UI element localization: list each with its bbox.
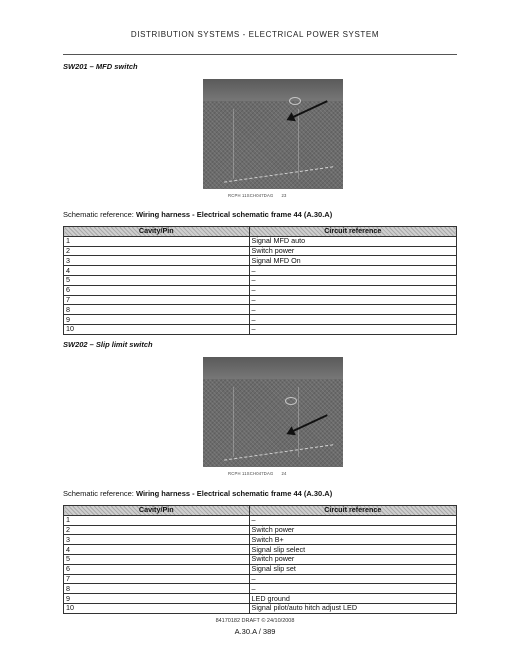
circuit-cell: Switch B+ <box>249 535 456 545</box>
cavity-cell: 3 <box>64 535 250 545</box>
table-header-row <box>64 227 457 237</box>
table-row <box>64 584 457 594</box>
photo-spot <box>285 397 297 405</box>
cavity-cell: 6 <box>64 285 250 295</box>
photo-scratch <box>223 157 333 182</box>
photo-caption-sw201 <box>228 193 287 198</box>
cavity-cell: 4 <box>64 545 250 555</box>
circuit-cell: Switch power <box>249 525 456 535</box>
table-row <box>64 603 457 613</box>
circuit-cell: – <box>249 275 456 285</box>
cavity-cell: 7 <box>64 295 250 305</box>
table-row <box>64 266 457 276</box>
cavity-cell: 10 <box>64 324 250 334</box>
circuit-cell: Signal MFD On <box>249 256 456 266</box>
table-row <box>64 545 457 555</box>
footer-draft: 84170182 DRAFT © 24/10/2008 <box>215 618 295 624</box>
circuit-cell: – <box>249 266 456 276</box>
cavity-cell: 9 <box>64 594 250 604</box>
photo-line <box>233 387 234 457</box>
cavity-cell: 3 <box>64 256 250 266</box>
pin-table-sw202 <box>63 505 457 614</box>
photo-line <box>233 109 234 179</box>
column-header-circuit: Circuit reference <box>249 506 456 516</box>
table-row <box>64 574 457 584</box>
photo-sw201 <box>203 79 343 189</box>
table-row <box>64 515 457 525</box>
schematic-reference-sw202 <box>63 489 332 498</box>
cavity-cell: 5 <box>64 275 250 285</box>
circuit-cell: – <box>249 285 456 295</box>
column-header-circuit: Circuit reference <box>249 227 456 237</box>
table-row <box>64 295 457 305</box>
cavity-cell: 8 <box>64 584 250 594</box>
table-row <box>64 594 457 604</box>
schematic-prefix: Schematic reference: <box>63 210 136 219</box>
photo-sw202 <box>203 357 343 467</box>
cavity-cell: 10 <box>64 603 250 613</box>
circuit-cell: Signal slip set <box>249 564 456 574</box>
footer-page-number: A.30.A / 389 <box>234 627 276 636</box>
column-header-cavity: Cavity/Pin <box>64 227 250 237</box>
photo-caption-sw202 <box>228 471 287 476</box>
table-row <box>64 285 457 295</box>
table-row <box>64 324 457 334</box>
circuit-cell: LED ground <box>249 594 456 604</box>
header-title: DISTRIBUTION SYSTEMS - ELECTRICAL POWER SYSTEM <box>130 30 380 39</box>
table-row <box>64 246 457 256</box>
table-row <box>64 256 457 266</box>
pointer-arrow-icon <box>291 414 328 433</box>
schematic-link[interactable]: Wiring harness - Electrical schematic frame 44 (A.30.A) <box>135 210 333 219</box>
table-row <box>64 564 457 574</box>
section-title-sw202: SW202 – Slip limit switch <box>63 340 153 349</box>
pin-table-sw201 <box>63 226 457 335</box>
cavity-cell: 6 <box>64 564 250 574</box>
photo-code: RCPH 11SCH047DAG <box>228 193 274 198</box>
table-row <box>64 236 457 246</box>
figure-number: 23 <box>281 193 287 198</box>
column-header-cavity: Cavity/Pin <box>64 506 250 516</box>
cavity-cell: 4 <box>64 266 250 276</box>
circuit-cell: – <box>249 305 456 315</box>
table-row <box>64 525 457 535</box>
section-title-sw201: SW201 – MFD switch <box>63 62 138 71</box>
table-row <box>64 315 457 325</box>
cavity-cell: 2 <box>64 246 250 256</box>
table-header-row <box>64 506 457 516</box>
photo-band <box>203 357 343 379</box>
schematic-reference-sw201 <box>63 210 332 219</box>
circuit-cell: Signal MFD auto <box>249 236 456 246</box>
schematic-prefix: Schematic reference: <box>63 489 136 498</box>
schematic-link[interactable]: Wiring harness - Electrical schematic frame 44 (A.30.A) <box>135 489 333 498</box>
photo-band <box>203 79 343 101</box>
circuit-cell: – <box>249 315 456 325</box>
circuit-cell: Signal pilot/auto hitch adjust LED <box>249 603 456 613</box>
circuit-cell: Switch power <box>249 246 456 256</box>
cavity-cell: 2 <box>64 525 250 535</box>
table-row <box>64 554 457 564</box>
table-row <box>64 275 457 285</box>
table-row <box>64 535 457 545</box>
circuit-cell: – <box>249 324 456 334</box>
cavity-cell: 8 <box>64 305 250 315</box>
circuit-cell: – <box>249 515 456 525</box>
circuit-cell: – <box>249 574 456 584</box>
cavity-cell: 7 <box>64 574 250 584</box>
cavity-cell: 1 <box>64 236 250 246</box>
photo-spot <box>289 97 301 105</box>
header-rule <box>63 54 457 55</box>
photo-scratch <box>223 435 333 460</box>
photo-code: RCPH 11SCH047DAG <box>228 471 274 476</box>
cavity-cell: 9 <box>64 315 250 325</box>
circuit-cell: – <box>249 584 456 594</box>
circuit-cell: Switch power <box>249 554 456 564</box>
circuit-cell: – <box>249 295 456 305</box>
table-row <box>64 305 457 315</box>
circuit-cell: Signal slip select <box>249 545 456 555</box>
figure-number: 24 <box>281 471 287 476</box>
cavity-cell: 1 <box>64 515 250 525</box>
cavity-cell: 5 <box>64 554 250 564</box>
